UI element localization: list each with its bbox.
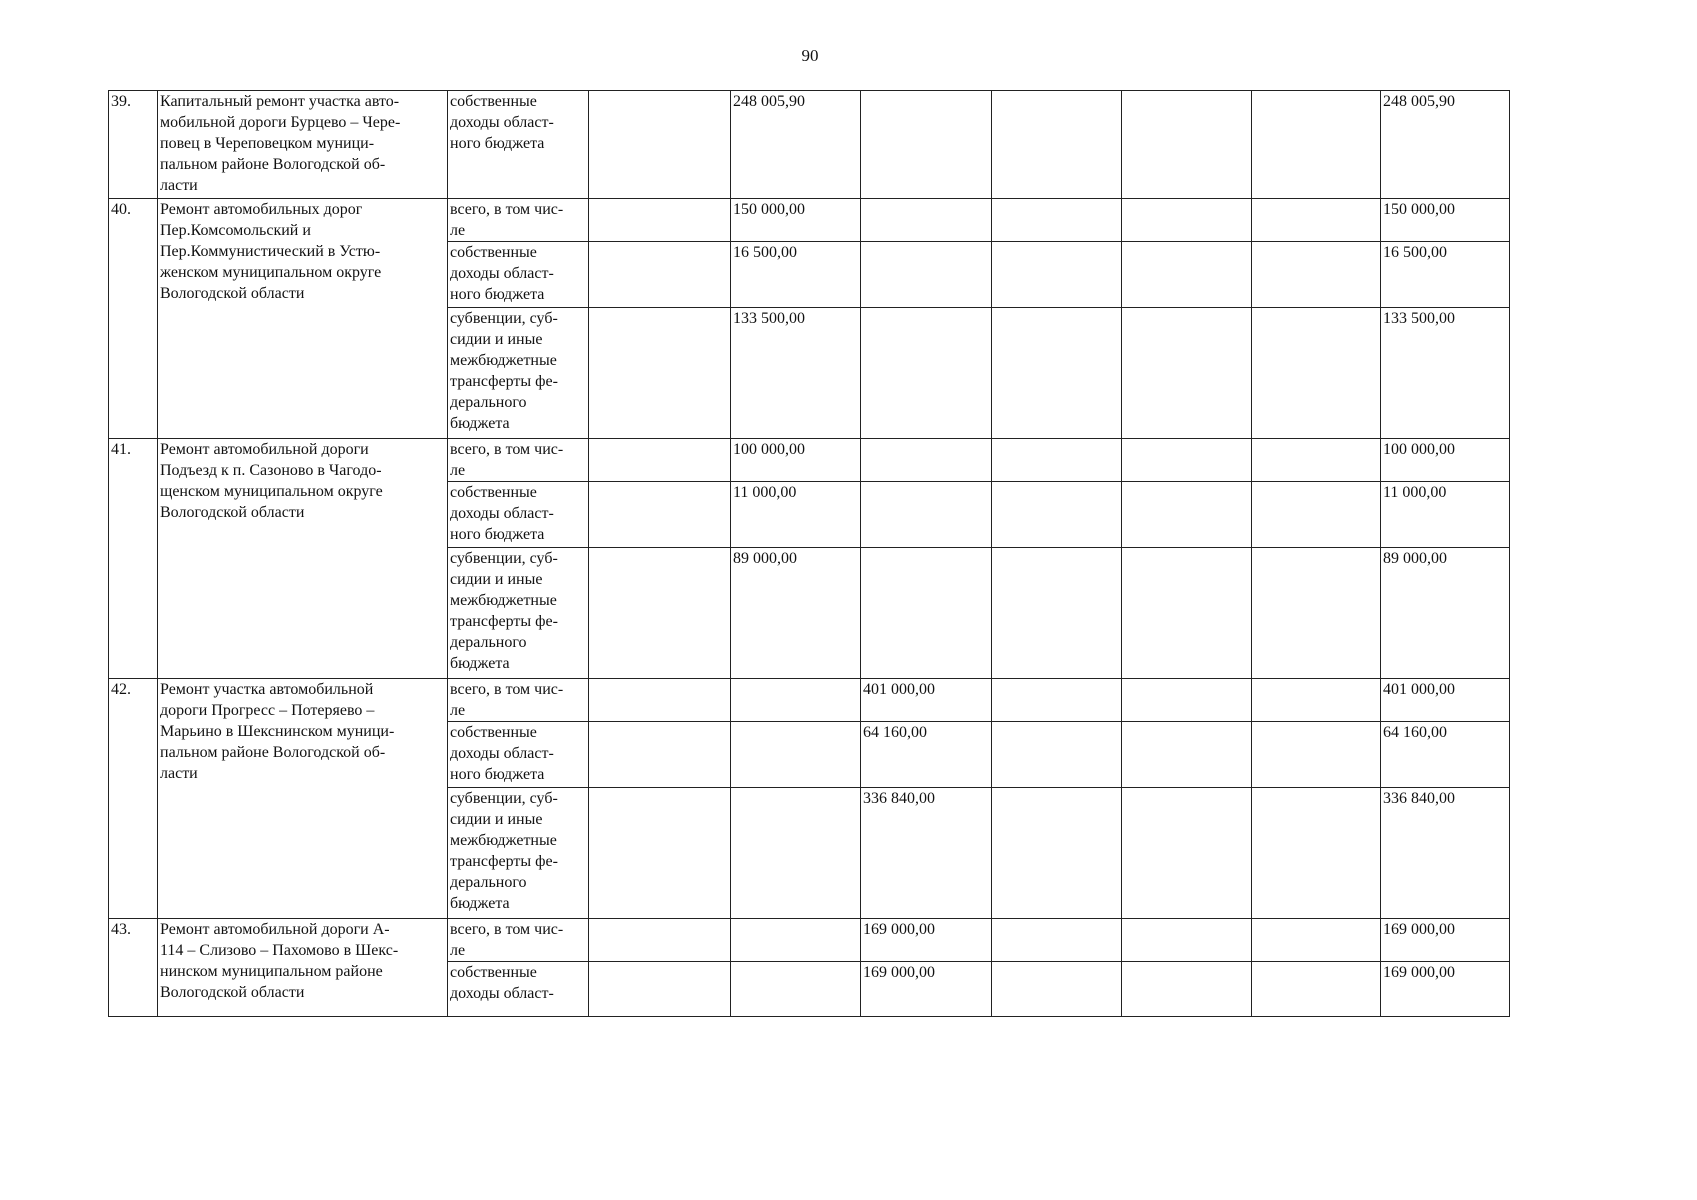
amount-cell-col4 bbox=[861, 439, 992, 482]
funding-source: собственные доходы област- ного бюджета bbox=[450, 724, 554, 783]
funding-source-cell bbox=[448, 308, 589, 439]
project-name-cell bbox=[158, 439, 448, 679]
total-amount: 248 005,90 bbox=[1383, 93, 1455, 110]
funding-source-cell bbox=[448, 548, 589, 679]
funding-source: собственные доходы област- ного бюджета bbox=[450, 93, 554, 152]
amount-cell-col4 bbox=[861, 242, 992, 308]
project-name-cell bbox=[158, 919, 448, 1017]
funding-source-cell bbox=[448, 788, 589, 919]
amount-cell-col4 bbox=[861, 919, 992, 962]
empty-cell bbox=[1122, 242, 1252, 308]
amount-cell-col4 bbox=[861, 679, 992, 722]
amount-col3: 11 000,00 bbox=[733, 484, 797, 501]
funding-source-cell bbox=[448, 962, 589, 1017]
total-amount-cell bbox=[1381, 482, 1510, 548]
empty-cell bbox=[1122, 482, 1252, 548]
empty-cell bbox=[589, 548, 731, 679]
empty-cell bbox=[992, 962, 1122, 1017]
table-row bbox=[109, 199, 1510, 242]
total-amount: 16 500,00 bbox=[1383, 244, 1447, 261]
amount-col4: 169 000,00 bbox=[863, 964, 935, 981]
empty-cell bbox=[1252, 548, 1381, 679]
empty-cell bbox=[1252, 91, 1381, 199]
empty-cell bbox=[1252, 722, 1381, 788]
row-number: 43. bbox=[111, 921, 131, 938]
project-name-cell bbox=[158, 91, 448, 199]
amount-col3: 89 000,00 bbox=[733, 550, 797, 567]
amount-cell-col3 bbox=[731, 242, 861, 308]
project-name: Капитальный ремонт участка авто- мобильной дороги Бурцево – Чере- повец в Череповецком муници- пальном районе Вологодской об- ласти bbox=[160, 93, 401, 194]
amount-col4: 64 160,00 bbox=[863, 724, 927, 741]
empty-cell bbox=[1252, 439, 1381, 482]
empty-cell bbox=[589, 788, 731, 919]
funding-source: субвенции, суб- сидии и иные межбюджетные трансферты фе- дерального бюджета bbox=[450, 310, 558, 432]
funding-source: всего, в том чис- ле bbox=[450, 201, 564, 239]
amount-col4: 336 840,00 bbox=[863, 790, 935, 807]
amount-cell-col4 bbox=[861, 722, 992, 788]
funding-source: субвенции, суб- сидии и иные межбюджетные трансферты фе- дерального бюджета bbox=[450, 550, 558, 672]
total-amount: 169 000,00 bbox=[1383, 921, 1455, 938]
empty-cell bbox=[589, 679, 731, 722]
empty-cell bbox=[589, 199, 731, 242]
amount-cell-col4 bbox=[861, 962, 992, 1017]
empty-cell bbox=[1122, 308, 1252, 439]
funding-source-cell bbox=[448, 439, 589, 482]
funding-source: собственные доходы област- bbox=[450, 964, 554, 1002]
amount-cell-col3 bbox=[731, 91, 861, 199]
empty-cell bbox=[1122, 679, 1252, 722]
empty-cell bbox=[992, 308, 1122, 439]
project-name-cell bbox=[158, 679, 448, 919]
funding-source: всего, в том чис- ле bbox=[450, 681, 564, 719]
empty-cell bbox=[1122, 962, 1252, 1017]
empty-cell bbox=[589, 962, 731, 1017]
row-number: 39. bbox=[111, 93, 131, 110]
table-row bbox=[109, 679, 1510, 722]
amount-col3: 100 000,00 bbox=[733, 441, 805, 458]
total-amount-cell bbox=[1381, 679, 1510, 722]
project-name-cell bbox=[158, 199, 448, 439]
table-row bbox=[109, 919, 1510, 962]
total-amount-cell bbox=[1381, 548, 1510, 679]
funding-source-cell bbox=[448, 919, 589, 962]
project-name: Ремонт автомобильной дороги Подъезд к п. Сазоново в Чагодо- щенском муниципальном округе Вологодской области bbox=[160, 441, 383, 521]
project-name: Ремонт участка автомобильной дороги Прогресс – Потеряево – Марьино в Шекснинском муници- пальном районе Вологодской об- ласти bbox=[160, 681, 395, 782]
total-amount: 150 000,00 bbox=[1383, 201, 1455, 218]
amount-col3: 248 005,90 bbox=[733, 93, 805, 110]
funding-source-cell bbox=[448, 199, 589, 242]
empty-cell bbox=[589, 919, 731, 962]
empty-cell bbox=[992, 91, 1122, 199]
funding-source: субвенции, суб- сидии и иные межбюджетные трансферты фе- дерального бюджета bbox=[450, 790, 558, 912]
total-amount-cell bbox=[1381, 722, 1510, 788]
amount-cell-col4 bbox=[861, 199, 992, 242]
total-amount: 336 840,00 bbox=[1383, 790, 1455, 807]
empty-cell bbox=[992, 788, 1122, 919]
total-amount: 89 000,00 bbox=[1383, 550, 1447, 567]
empty-cell bbox=[992, 199, 1122, 242]
empty-cell bbox=[992, 242, 1122, 308]
empty-cell bbox=[992, 919, 1122, 962]
amount-cell-col4 bbox=[861, 482, 992, 548]
table-row bbox=[109, 439, 1510, 482]
total-amount-cell bbox=[1381, 91, 1510, 199]
funding-source-cell bbox=[448, 91, 589, 199]
row-number: 42. bbox=[111, 681, 131, 698]
empty-cell bbox=[992, 482, 1122, 548]
total-amount-cell bbox=[1381, 919, 1510, 962]
project-name: Ремонт автомобильных дорог Пер.Комсомольский и Пер.Коммунистический в Устю- женском муниципальном округе Вологодской области bbox=[160, 201, 382, 302]
total-amount: 169 000,00 bbox=[1383, 964, 1455, 981]
amount-cell-col3 bbox=[731, 308, 861, 439]
total-amount-cell bbox=[1381, 308, 1510, 439]
empty-cell bbox=[589, 482, 731, 548]
empty-cell bbox=[1252, 308, 1381, 439]
amount-cell-col4 bbox=[861, 548, 992, 679]
empty-cell bbox=[1122, 439, 1252, 482]
amount-col4: 401 000,00 bbox=[863, 681, 935, 698]
row-number: 40. bbox=[111, 201, 131, 218]
amount-cell-col4 bbox=[861, 308, 992, 439]
empty-cell bbox=[1252, 679, 1381, 722]
project-name: Ремонт автомобильной дороги А- 114 – Слизово – Пахомово в Шекс- нинском муниципальном районе Вологодской области bbox=[160, 921, 399, 1001]
empty-cell bbox=[1252, 482, 1381, 548]
row-number-cell bbox=[109, 439, 158, 679]
amount-col3: 150 000,00 bbox=[733, 201, 805, 218]
total-amount: 133 500,00 bbox=[1383, 310, 1455, 327]
row-number-cell bbox=[109, 91, 158, 199]
empty-cell bbox=[992, 548, 1122, 679]
row-number-cell bbox=[109, 679, 158, 919]
amount-cell-col4 bbox=[861, 788, 992, 919]
row-number: 41. bbox=[111, 441, 131, 458]
funding-source-cell bbox=[448, 242, 589, 308]
amount-cell-col3 bbox=[731, 679, 861, 722]
total-amount: 100 000,00 bbox=[1383, 441, 1455, 458]
empty-cell bbox=[589, 308, 731, 439]
total-amount-cell bbox=[1381, 788, 1510, 919]
funding-source-cell bbox=[448, 482, 589, 548]
funding-source: собственные доходы област- ного бюджета bbox=[450, 484, 554, 543]
empty-cell bbox=[1252, 788, 1381, 919]
table-body bbox=[109, 91, 1510, 1017]
empty-cell bbox=[1122, 788, 1252, 919]
total-amount: 11 000,00 bbox=[1383, 484, 1447, 501]
amount-cell-col3 bbox=[731, 722, 861, 788]
amount-cell-col3 bbox=[731, 962, 861, 1017]
funding-source-cell bbox=[448, 679, 589, 722]
amount-cell-col3 bbox=[731, 439, 861, 482]
empty-cell bbox=[992, 679, 1122, 722]
budget-table bbox=[108, 90, 1510, 1017]
amount-col4: 169 000,00 bbox=[863, 921, 935, 938]
empty-cell bbox=[992, 722, 1122, 788]
funding-source-cell bbox=[448, 722, 589, 788]
total-amount: 401 000,00 bbox=[1383, 681, 1455, 698]
amount-cell-col3 bbox=[731, 919, 861, 962]
empty-cell bbox=[589, 722, 731, 788]
row-number-cell bbox=[109, 199, 158, 439]
empty-cell bbox=[1122, 91, 1252, 199]
amount-col3: 16 500,00 bbox=[733, 244, 797, 261]
empty-cell bbox=[1122, 199, 1252, 242]
empty-cell bbox=[1252, 962, 1381, 1017]
empty-cell bbox=[1252, 242, 1381, 308]
empty-cell bbox=[589, 91, 731, 199]
empty-cell bbox=[589, 439, 731, 482]
empty-cell bbox=[992, 439, 1122, 482]
total-amount-cell bbox=[1381, 962, 1510, 1017]
total-amount-cell bbox=[1381, 199, 1510, 242]
amount-cell-col3 bbox=[731, 482, 861, 548]
amount-cell-col4 bbox=[861, 91, 992, 199]
empty-cell bbox=[1252, 199, 1381, 242]
page-number: 90 bbox=[801, 46, 819, 65]
amount-cell-col3 bbox=[731, 548, 861, 679]
amount-cell-col3 bbox=[731, 199, 861, 242]
empty-cell bbox=[1122, 722, 1252, 788]
total-amount-cell bbox=[1381, 242, 1510, 308]
funding-source: всего, в том чис- ле bbox=[450, 921, 564, 959]
empty-cell bbox=[589, 242, 731, 308]
row-number-cell bbox=[109, 919, 158, 1017]
table-row bbox=[109, 91, 1510, 199]
empty-cell bbox=[1122, 548, 1252, 679]
amount-cell-col3 bbox=[731, 788, 861, 919]
amount-col3: 133 500,00 bbox=[733, 310, 805, 327]
empty-cell bbox=[1252, 919, 1381, 962]
total-amount: 64 160,00 bbox=[1383, 724, 1447, 741]
funding-source: всего, в том чис- ле bbox=[450, 441, 564, 479]
total-amount-cell bbox=[1381, 439, 1510, 482]
funding-source: собственные доходы област- ного бюджета bbox=[450, 244, 554, 303]
empty-cell bbox=[1122, 919, 1252, 962]
